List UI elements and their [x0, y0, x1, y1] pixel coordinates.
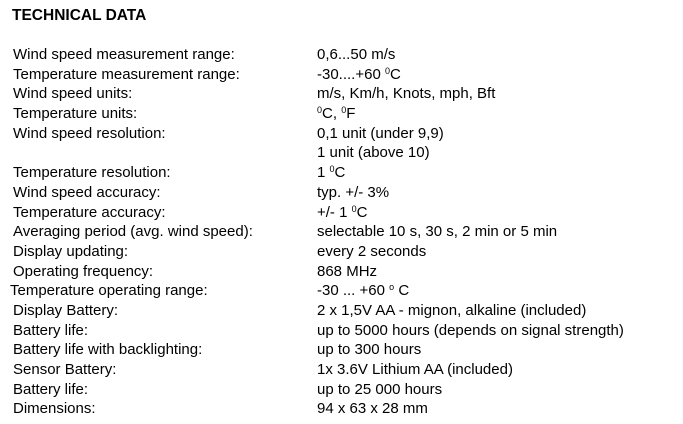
spec-label: Display Battery: [13, 301, 119, 319]
spec-value: 0,1 unit (under 9,9) [317, 124, 444, 142]
degree-superscript: 0 [341, 105, 347, 116]
spec-value: up to 5000 hours (depends on signal strength) [317, 321, 624, 339]
spec-row [0, 301, 683, 321]
spec-label: Wind speed units: [13, 85, 133, 103]
spec-label: Temperature accuracy: [13, 203, 166, 221]
spec-row [0, 183, 683, 203]
spec-value: 1x 3.6V Lithium AA (included) [317, 361, 513, 378]
page-title: TECHNICAL DATA [12, 7, 147, 24]
spec-table [0, 45, 683, 419]
degree-superscript: 0 [317, 105, 323, 116]
spec-value: 2 x 1,5V AA - mignon, alkaline (included) [317, 301, 587, 319]
spec-row [0, 124, 683, 144]
spec-value: selectable 10 s, 30 s, 2 min or 5 min [317, 223, 558, 241]
spec-row [0, 65, 683, 85]
spec-value: $^0$C, $^0$F [317, 105, 356, 123]
spec-label: Sensor Battery: [13, 361, 117, 378]
spec-row [0, 203, 683, 223]
spec-label: Battery life: [13, 380, 89, 398]
degree-superscript: 0 [351, 203, 357, 214]
spec-label: Display updating: [13, 242, 129, 260]
spec-row [0, 281, 683, 301]
spec-value: +/- 1 $^0$C [317, 203, 368, 221]
spec-value: -30....+60 $^0$C [317, 65, 401, 83]
degree-superscript: 0 [329, 164, 335, 175]
spec-value: 0,6...50 m/s [317, 46, 396, 63]
spec-row [0, 84, 683, 104]
spec-label: Wind speed resolution: [13, 124, 166, 142]
spec-value: every 2 seconds [317, 242, 427, 260]
spec-row [0, 399, 683, 419]
spec-value: up to 300 hours [317, 341, 422, 359]
spec-label: Temperature measurement range: [13, 65, 240, 83]
spec-row [0, 360, 683, 380]
spec-row [0, 340, 683, 360]
spec-value: m/s, Km/h, Knots, mph, Bft [317, 85, 496, 103]
spec-value: typ. +/- 3% [317, 183, 390, 201]
spec-row [0, 380, 683, 400]
spec-label: Dimensions: [13, 400, 96, 418]
spec-label: Temperature units: [13, 105, 138, 123]
spec-label: Operating frequency: [13, 262, 154, 280]
spec-label: Battery life: [13, 321, 89, 339]
spec-row [0, 163, 683, 183]
spec-value: 1 $^0$C [317, 164, 346, 182]
spec-label: Temperature resolution: [13, 164, 171, 182]
spec-row [0, 104, 683, 124]
spec-label: Wind speed accuracy: [13, 183, 161, 201]
spec-value: 94 x 63 x 28 mm [317, 400, 428, 418]
spec-label: Temperature operating range: [10, 282, 208, 300]
spec-value: 1 unit (above 10) [317, 144, 430, 162]
spec-row [0, 45, 683, 65]
spec-row [0, 222, 683, 242]
spec-label: Wind speed measurement range: [13, 46, 235, 63]
spec-row [0, 143, 683, 163]
spec-value: up to 25 000 hours [317, 380, 443, 398]
spec-value: 868 MHz [317, 262, 378, 280]
spec-row [0, 321, 683, 341]
spec-label: Battery life with backlighting: [13, 341, 203, 359]
spec-value: -30 ... +60 $^o$ C [317, 282, 410, 300]
spec-label: Averaging period (avg. wind speed): [13, 223, 253, 241]
spec-row [0, 242, 683, 262]
degree-superscript: o [389, 282, 395, 293]
spec-row [0, 262, 683, 282]
degree-superscript: 0 [384, 65, 390, 76]
